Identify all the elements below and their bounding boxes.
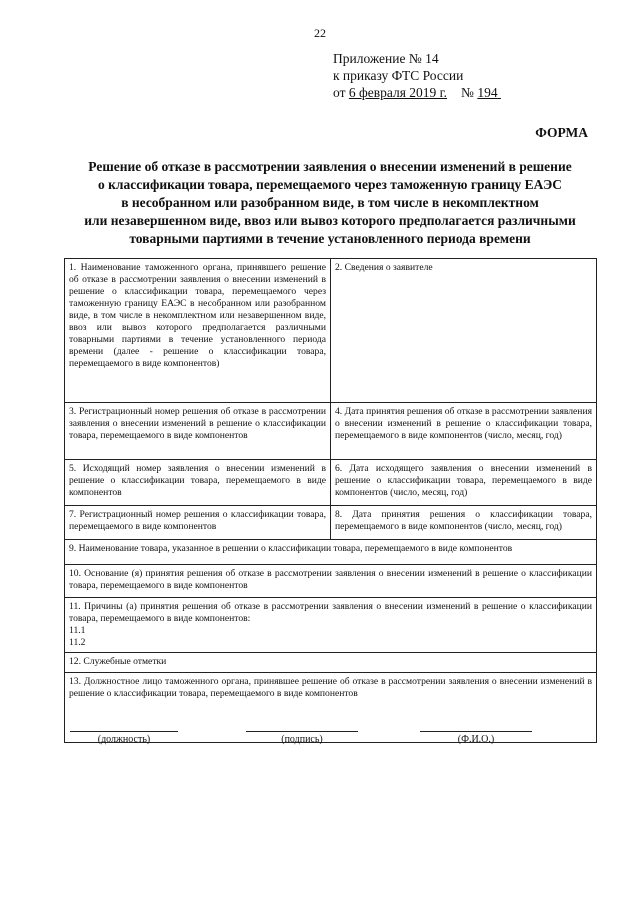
field-13-official: 13. Должностное лицо таможенного органа, принявшее решение об отказе в рассмотрении заявления о внесении изменений в решение о классификации товара, перемещаемого в виде компонентов [65, 673, 597, 743]
field-5-application-number: 5. Исходящий номер заявления о внесении изменений в решение о классификации товара, перемещаемого в виде компонентов [65, 460, 331, 506]
signature-name-label: (Ф.И.О.) [457, 734, 495, 745]
forma-label: ФОРМА [535, 125, 588, 140]
appendix-line-2: к приказу ФТС России [333, 68, 464, 83]
field-11-2: 11.2 [69, 637, 86, 648]
signature-sign-line [246, 731, 358, 732]
signature-name-line [420, 731, 532, 732]
field-9-goods-name: 9. Наименование товара, указанное в решении о классификации товара, перемещаемого в виде компонентов [65, 540, 597, 565]
field-6-application-date: 6. Дата исходящего заявления о внесении изменений в решение о классификации товара, перемещаемого в виде компонентов (число, месяц, год) [331, 460, 597, 506]
appendix-line-3 [333, 84, 512, 101]
appendix-date-prefix: от [333, 85, 349, 100]
appendix-date: 6 февраля 2019 г. [348, 85, 448, 100]
form-table [64, 258, 597, 743]
title-line-5: товарными партиями в течение установленного периода времени [129, 231, 531, 246]
field-3-refusal-reg-number: 3. Регистрационный номер решения об отказе в рассмотрении заявления о внесении изменений в решение о классификации товара, перемещаемого в виде компонентов [65, 403, 331, 460]
appendix-number: 194 [477, 85, 498, 100]
field-11-text: 11. Причины (а) принятия решения об отказе в рассмотрении заявления о внесении изменений в решение о классификации товара, перемещаемого в виде компонентов: [69, 601, 592, 624]
signature-sign-block [246, 731, 358, 745]
document-title [60, 158, 600, 248]
field-4-refusal-date: 4. Дата принятия решения об отказе в рассмотрении заявления о внесении изменений в решение о классификации товара, перемещаемого в виде компонентов (число, месяц, год) [331, 403, 597, 460]
appendix-line-1: Приложение № 14 [333, 51, 439, 66]
signature-name-block [420, 731, 532, 745]
title-line-4: или незавершенном виде, ввоз или вывоз которого предполагается различными [84, 213, 576, 228]
field-8-classification-date: 8. Дата принятия решения о классификации товара, перемещаемого в виде компонентов (число, месяц, год) [331, 506, 597, 540]
title-line-1: Решение об отказе в рассмотрении заявления о внесении изменений в решение [88, 159, 572, 174]
appendix-header [333, 50, 512, 101]
field-7-classification-reg-number: 7. Регистрационный номер решения о классификации товара, перемещаемого в виде компонентов [65, 506, 331, 540]
signature-position-label: (должность) [97, 734, 151, 745]
field-2-applicant-info: 2. Сведения о заявителе [331, 259, 597, 403]
signature-sign-label: (подпись) [281, 734, 323, 745]
signature-position-line [70, 731, 178, 732]
title-line-2: о классификации товара, перемещаемого через таможенную границу ЕАЭС [98, 177, 562, 192]
appendix-number-prefix: № [461, 85, 478, 100]
title-line-3: в несобранном или разобранном виде, в том числе в некомплектном [121, 195, 539, 210]
field-11-1: 11.1 [69, 625, 86, 636]
page-number: 22 [314, 26, 326, 40]
field-1-customs-authority: 1. Наименование таможенного органа, принявшего решение об отказе в рассмотрении заявления о внесении изменений в решение о классификации товара, перемещаемого через таможенную границу ЕАЭС в несобранном или разобранном виде, в том числе в некомплектном или незавершенном виде, ввоз или вывоз которого предполагается различными товарными партиями в течение установленного периода времени (далее - решение о классификации товара, перемещаемого в виде компонентов) [65, 259, 331, 403]
field-11-reasons [65, 598, 597, 653]
field-12-service-notes: 12. Служебные отметки [65, 653, 597, 673]
signature-position-block [70, 731, 178, 745]
field-10-grounds: 10. Основание (я) принятия решения об отказе в рассмотрении заявления о внесении изменений в решение о классификации товара, перемещаемого в виде компонентов [65, 565, 597, 598]
